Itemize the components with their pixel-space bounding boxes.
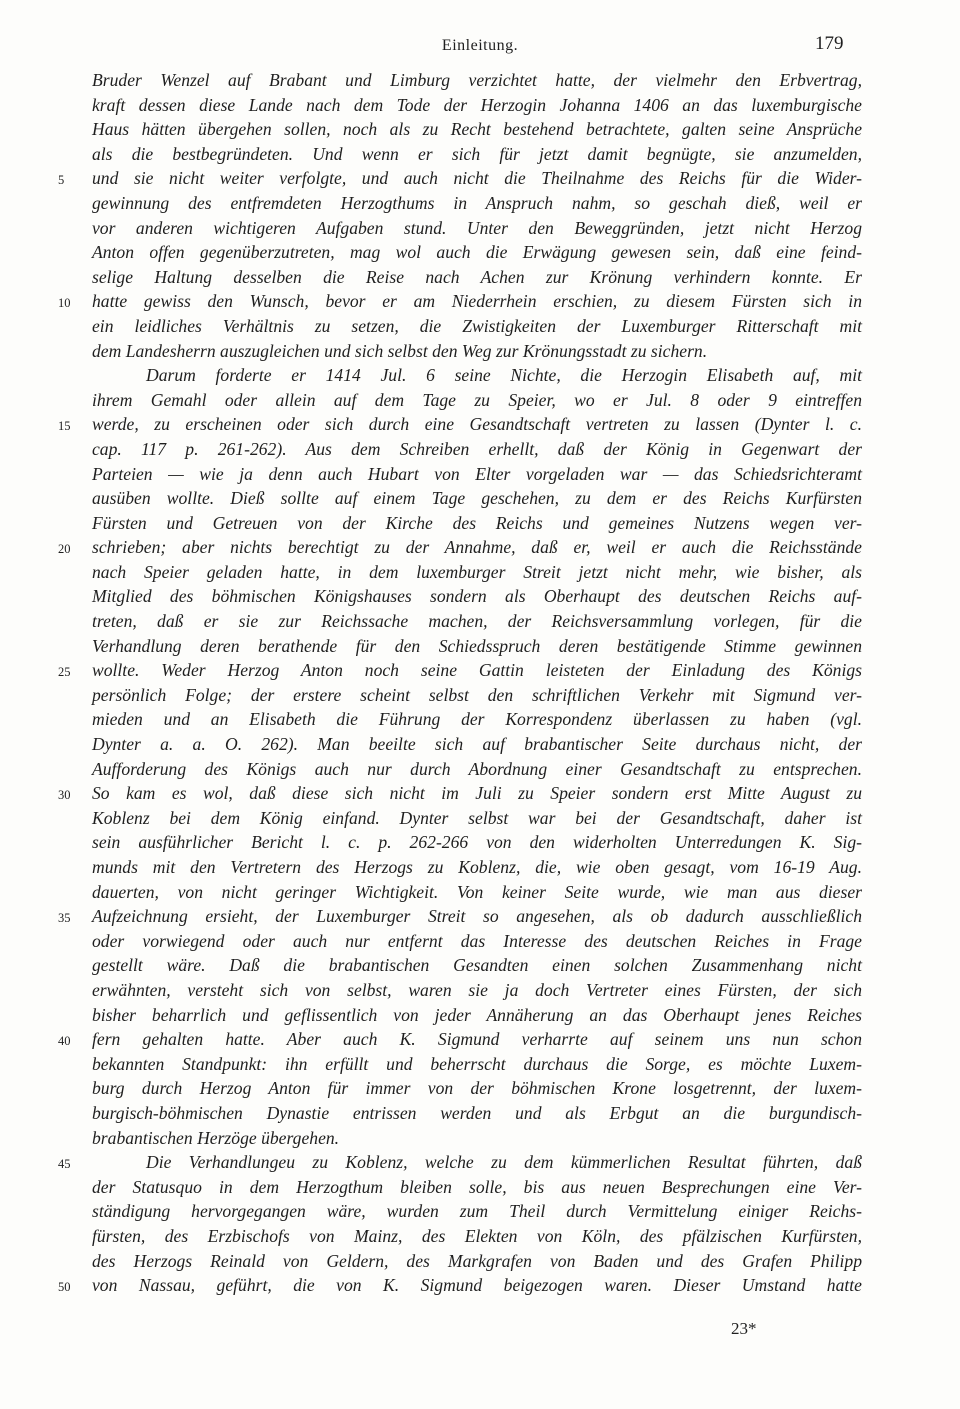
text-line [92, 511, 862, 536]
line-text: werde, zu erscheinen oder sich durch eine Gesandtschaft vertreten zu lassen (Dynter l. c. [92, 414, 862, 435]
signature-mark: 23* [731, 1319, 757, 1338]
line-text: der Statusquo in dem Herzogthum bleiben solle, bis aus neuen Besprechungen eine Ver- [92, 1176, 862, 1197]
text-line [58, 1150, 862, 1175]
line-number [0, 562, 80, 587]
line-text: gestellt wäre. Daß die brabantischen Gesandten einen solchen Zusammenhang nicht [92, 955, 862, 976]
line-number [0, 955, 80, 980]
line-text: und sie nicht weiter verfolgte, und auch nicht die Theilnahme des Reichs für die Wider- [92, 168, 862, 189]
line-text: cap. 117 p. 261-262). Aus dem Schreiben erhellt, daß der König in Gegenwart der [92, 438, 862, 459]
line-text: Die Verhandlungeu zu Koblenz, welche zu dem kümmerlichen Resultat führten, daß [146, 1152, 862, 1173]
line-number [0, 1275, 80, 1300]
line-number [0, 783, 80, 808]
text-line [92, 634, 862, 659]
text-line [92, 1076, 862, 1101]
line-number [0, 513, 80, 538]
line-number [0, 1103, 80, 1128]
line-number [0, 611, 80, 636]
text-line [92, 216, 862, 241]
line-number [0, 1128, 80, 1153]
line-text: sein ausführlicher Bericht l. c. p. 262-266 von den widerholten Unterredungen K. Sig- [92, 832, 862, 853]
line-number [0, 1078, 80, 1103]
line-number [0, 1226, 80, 1251]
text-line [92, 1101, 862, 1126]
line-number [0, 832, 80, 857]
line-text: erwähnten, versteht sich von selbst, waren sie ja doch Vertreter eines Fürsten, der sich [92, 979, 862, 1000]
text-line [92, 1199, 862, 1224]
text-line [58, 166, 862, 191]
text-line [92, 388, 862, 413]
line-number-label: 15 [58, 419, 71, 434]
line-number [0, 537, 80, 562]
line-number [0, 586, 80, 611]
line-text: mieden und an Elisabeth die Führung der Korrespondenz überlassen zu haben (vgl. [92, 709, 862, 730]
line-text: ständigung hervorgegangen wäre, wurden zum Theil durch Vermittelung einiger Reichs- [92, 1201, 862, 1222]
line-number [0, 882, 80, 907]
text-line [92, 1003, 862, 1028]
line-text: Anton offen gegenüberzutreten, mag wol auch die Erwägung gewesen sein, daß eine feind- [92, 242, 862, 263]
text-line [92, 880, 862, 905]
line-text: Koblenz bei dem König einfand. Dynter selbst war bei der Gesandtschaft, daher ist [92, 807, 862, 828]
line-number [0, 1054, 80, 1079]
page-number: 179 [815, 33, 844, 54]
line-text: Darum forderte er 1414 Jul. 6 seine Nichte, die Herzogin Elisabeth auf, mit [146, 365, 862, 386]
line-text: Fürsten und Getreuen von der Kirche des Reichs und gemeines Nutzens wegen ver- [92, 512, 862, 533]
line-number [0, 636, 80, 661]
line-number [0, 414, 80, 439]
line-text: treten, daß er sie zur Reichssache machen, der Reichsversammlung vorlegen, für die [92, 611, 862, 632]
text-line [58, 535, 862, 560]
running-title: Einleitung. [441, 37, 519, 54]
line-text: kraft dessen diese Lande nach dem Tode der Herzogin Johanna 1406 an das luxemburgische [92, 94, 862, 115]
line-number [0, 808, 80, 833]
text-line [92, 1224, 862, 1249]
line-number [0, 144, 80, 169]
line-number [0, 316, 80, 341]
line-text: oder vorwiegend oder auch nur entfernt das Interesse des deutschen Reiches in Frage [92, 930, 862, 951]
text-line [92, 265, 862, 290]
line-text: burgisch-böhmischen Dynastie entrissen werden und als Erbgut an die burgundisch- [92, 1102, 862, 1123]
line-number [0, 1005, 80, 1030]
line-text: So kam es wol, daß diese sich nicht im Juli zu Speier sondern erst Mitte August zu [92, 783, 862, 804]
text-line [92, 584, 862, 609]
line-text: von Nassau, geführt, die von K. Sigmund beigezogen waren. Dieser Umstand hatte [92, 1275, 862, 1296]
text-line [58, 289, 862, 314]
line-number [0, 193, 80, 218]
line-text: wollte. Weder Herzog Anton noch seine Gattin leisteten der Einladung des Königs [92, 660, 862, 681]
line-text: Mitglied des böhmischen Königshauses sondern als Oberhaupt des deutschen Reichs auf- [92, 586, 862, 607]
line-text: bisher beharrlich und geflissentlich von jeder Annäherung an das Oberhaupt jenes Reiches [92, 1004, 862, 1025]
line-number [0, 291, 80, 316]
line-number [0, 1251, 80, 1276]
line-number [0, 857, 80, 882]
line-text: dauerten, von nicht geringer Wichtigkeit. Von keiner Seite wurde, wie man aus dieser [92, 881, 862, 902]
line-number [0, 439, 80, 464]
text-line [92, 978, 862, 1003]
text-line [58, 1273, 862, 1298]
line-text: vor anderen wichtigeren Aufgaben stund. Unter den Beweggründen, jetzt nicht Herzog [92, 217, 862, 238]
text-line [92, 683, 862, 708]
line-number [0, 1029, 80, 1054]
line-text: persönlich Folge; der erstere scheint selbst den schriftlichen Verkehr mit Sigmund ver- [92, 684, 862, 705]
line-number [0, 267, 80, 292]
line-text: gewinnung des entfremdeten Herzogthums in Anspruch nahm, so geschah dieß, weil er [92, 192, 862, 213]
text-line [92, 806, 862, 831]
text-line [92, 1052, 862, 1077]
text-line [92, 855, 862, 880]
line-text: ihrem Gemahl oder allein auf dem Tage zu Speier, wo er Jul. 8 oder 9 eintreffen [92, 389, 862, 410]
text-line [58, 412, 862, 437]
line-text: burg durch Herzog Anton für immer von der böhmischen Krone losgetrennt, der luxem- [92, 1078, 862, 1099]
line-text: Dynter a. a. O. 262). Man beeilte sich auf brabantischer Seite durchaus nicht, der [92, 734, 862, 755]
line-text: bekannten Standpunkt: ihn erfüllt und beherrscht durchaus die Sorge, es möchte Luxem- [92, 1053, 862, 1074]
line-text: Haus hätten übergehen sollen, noch als zu Recht bestehend betrachtete, galten seine Ansprüche [92, 119, 862, 140]
text-line [92, 314, 862, 339]
text-line [92, 363, 862, 388]
line-text: Bruder Wenzel auf Brabant und Limburg verzichtet hatte, der vielmehr den Erbvertrag, [92, 70, 862, 90]
text-line [58, 904, 862, 929]
text-line [92, 1175, 862, 1200]
text-line [92, 191, 862, 216]
line-number-label: 30 [58, 788, 71, 803]
line-text: Aufzeichnung ersieht, der Luxemburger Streit so angesehen, als ob dadurch ausschließlich [92, 906, 862, 927]
line-text: Verhandlung deren berathende für den Schiedsspruch deren bestätigende Stimme gewinnen [92, 635, 862, 656]
text-line [92, 732, 862, 757]
line-number [0, 709, 80, 734]
line-number [0, 242, 80, 267]
line-text: ein leidliches Verhältnis zu setzen, die Zwistigkeiten der Luxemburger Ritterschaft mit [92, 315, 862, 336]
line-number [0, 759, 80, 784]
line-number [0, 1201, 80, 1226]
text-line [58, 781, 862, 806]
line-number [0, 365, 80, 390]
line-number [0, 1152, 80, 1177]
line-text: selige Haltung desselben die Reise nach Achen zur Krönung verhindern konnte. Er [92, 266, 862, 287]
line-number [0, 390, 80, 415]
line-number-label: 20 [58, 542, 71, 557]
line-text: munds mit den Vertretern des Herzogs zu Koblenz, die, wie oben gesagt, vom 16-19 Aug. [92, 857, 862, 877]
line-text: als die bestbegründeten. Und wenn er sich für jetzt damit begnügte, sie anzumelden, [92, 143, 862, 164]
text-line [92, 560, 862, 585]
text-line [92, 437, 862, 462]
body-text [0, 68, 960, 1298]
text-line [92, 339, 862, 364]
line-text: fern gehalten hatte. Aber auch K. Sigmund verharrte auf seinem uns nun schon [92, 1029, 862, 1050]
text-line [92, 117, 862, 142]
line-text: dem Landesherrn auszugleichen und sich selbst den Weg zur Krönungsstadt zu sichern. [92, 340, 708, 361]
line-number [0, 95, 80, 120]
line-number-label: 25 [58, 665, 71, 680]
line-number [0, 685, 80, 710]
line-text: Parteien — wie ja denn auch Hubart von Elter vorgeladen war — das Schiedsrichteramt [92, 463, 862, 484]
line-number [0, 464, 80, 489]
line-text: schrieben; aber nichts berechtigt zu der Annahme, daß er, weil er auch die Reichsstände [92, 537, 862, 558]
text-line [92, 953, 862, 978]
line-number [0, 660, 80, 685]
line-number-label: 45 [58, 1157, 71, 1172]
text-line [92, 462, 862, 487]
text-line [92, 609, 862, 634]
text-line [92, 240, 862, 265]
line-text: nach Speier geladen hatte, in dem luxemburger Streit jetzt nicht mehr, wie bisher, als [92, 561, 862, 582]
line-number [0, 341, 80, 366]
line-number [0, 931, 80, 956]
text-line [92, 757, 862, 782]
line-number [0, 70, 80, 95]
line-number [0, 119, 80, 144]
text-line [92, 830, 862, 855]
text-line [92, 1126, 862, 1151]
line-number-label: 50 [58, 1280, 71, 1295]
line-text: Aufforderung des Königs auch nur durch Abordnung einer Gesandtschaft zu entsprechen. [92, 758, 862, 779]
line-text: hatte gewiss den Wunsch, bevor er am Niederrhein erschien, zu diesem Fürsten sich in [92, 291, 862, 312]
line-number [0, 906, 80, 931]
text-line [92, 93, 862, 118]
line-number-label: 10 [58, 296, 71, 311]
line-number [0, 488, 80, 513]
line-text: brabantischen Herzöge übergehen. [92, 1127, 340, 1148]
line-text: fürsten, des Erzbischofs von Mainz, des Elekten von Köln, des pfälzischen Kurfürsten, [92, 1225, 862, 1246]
line-number-label: 35 [58, 911, 71, 926]
line-number [0, 1177, 80, 1202]
line-text: ausüben wollte. Dieß sollte auf einem Tage geschehen, zu dem er des Reichs Kurfürsten [92, 488, 862, 509]
text-line [92, 486, 862, 511]
line-number [0, 734, 80, 759]
text-line [58, 1027, 862, 1052]
line-text: des Herzogs Reinald von Geldern, des Markgrafen von Baden und des Grafen Philipp [92, 1250, 862, 1271]
line-number [0, 168, 80, 193]
text-line [92, 929, 862, 954]
text-line [58, 658, 862, 683]
line-number-label: 40 [58, 1034, 71, 1049]
text-line [92, 707, 862, 732]
line-number [0, 980, 80, 1005]
line-number [0, 218, 80, 243]
text-line [92, 1249, 862, 1274]
line-number-label: 5 [58, 173, 65, 188]
text-line [92, 68, 862, 93]
text-line [92, 142, 862, 167]
